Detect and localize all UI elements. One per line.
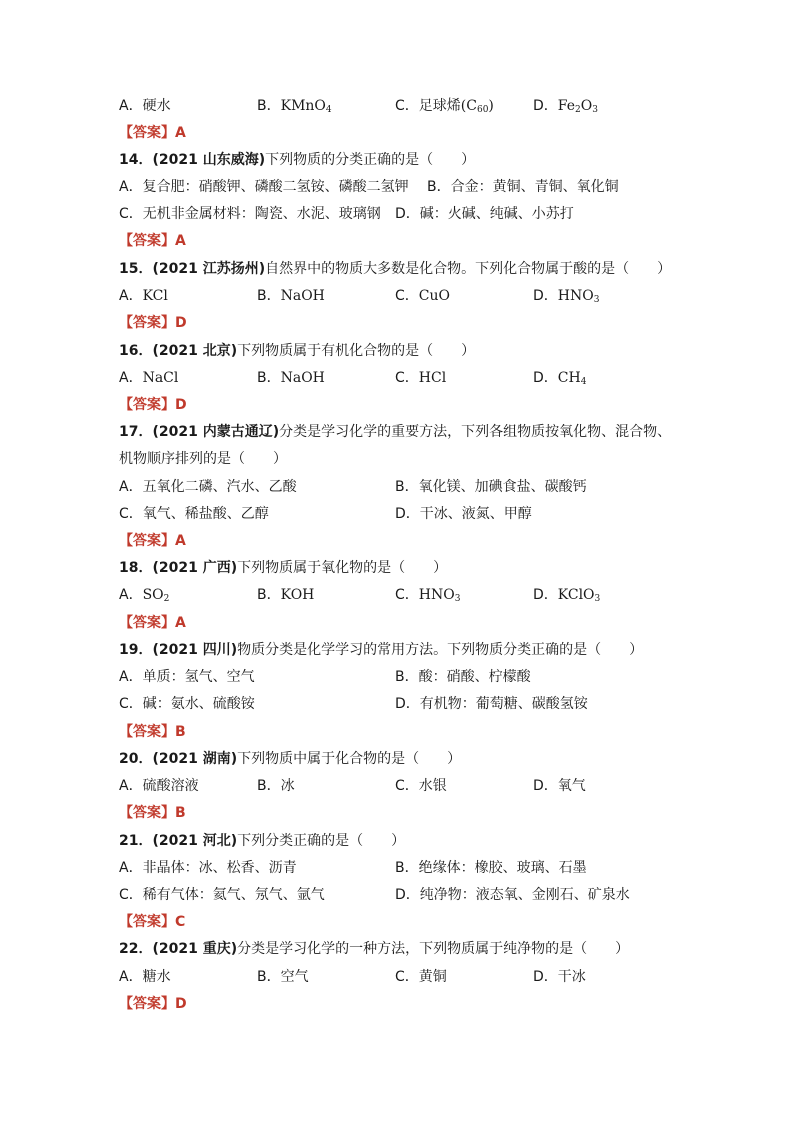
q19-answer xyxy=(119,721,186,743)
question-number: 22． xyxy=(119,941,153,957)
question-number: 21． xyxy=(119,833,153,849)
q17-option-b xyxy=(395,476,587,498)
option-label: A． xyxy=(119,669,143,685)
question-stem: 分类是学习化学的一种方法，下列物质属于纯净物的是（ ） xyxy=(237,941,630,957)
option-text: 氧气 xyxy=(557,778,586,794)
q18-option-c xyxy=(395,584,460,606)
subscript: 4 xyxy=(325,105,332,115)
subscript: 3 xyxy=(593,295,600,305)
answer-value: C xyxy=(175,914,186,930)
option-text: HCl xyxy=(418,370,447,386)
option-text: 氧化镁、加碘食盐、碳酸钙 xyxy=(418,479,587,495)
q19-stem xyxy=(119,639,643,661)
option-label: D． xyxy=(395,696,420,712)
option-text: KOH xyxy=(280,587,315,603)
q15-answer xyxy=(119,312,187,334)
option-text: KClO xyxy=(557,587,595,603)
answer-value: A xyxy=(175,125,186,141)
option-text: NaOH xyxy=(280,370,325,386)
subscript: 3 xyxy=(594,594,601,604)
option-text: CuO xyxy=(418,288,450,304)
option-text: Fe xyxy=(557,98,576,114)
option-text-suffix: ) xyxy=(488,98,494,114)
option-text: CH xyxy=(557,370,581,386)
option-label: A． xyxy=(119,778,143,794)
q14-option-d xyxy=(395,203,574,225)
q13-answer xyxy=(119,122,186,144)
answer-value: B xyxy=(175,724,186,740)
q18-option-b xyxy=(257,584,314,606)
option-label: A． xyxy=(119,370,143,386)
answer-value: D xyxy=(175,397,187,413)
option-text: KMnO xyxy=(280,98,326,114)
q17-stem xyxy=(119,421,671,443)
option-label: D． xyxy=(395,887,420,903)
question-stem: 分类是学习化学的重要方法，下列各组物质按氧化物、混合物、 xyxy=(279,424,672,440)
answer-value: B xyxy=(175,805,186,821)
question-source: (2021 广西) xyxy=(152,560,238,576)
option-label: A． xyxy=(119,969,143,985)
q17-option-a xyxy=(119,476,297,498)
subscript: 4 xyxy=(580,377,587,387)
q18-stem xyxy=(119,557,447,579)
option-label: C． xyxy=(119,887,143,903)
option-label: B． xyxy=(395,860,419,876)
q13-option-d xyxy=(533,95,598,117)
q14-option-b xyxy=(427,176,619,198)
option-text: 冰 xyxy=(280,778,295,794)
option-label: D． xyxy=(533,288,558,304)
answer-tag: 【答案】 xyxy=(119,315,175,331)
option-label: A． xyxy=(119,179,143,195)
option-text: HNO xyxy=(557,288,594,304)
answer-value: A xyxy=(175,533,186,549)
option-label: C． xyxy=(119,506,143,522)
question-number: 19． xyxy=(119,642,153,658)
option-text: 绝缘体：橡胶、玻璃、石墨 xyxy=(418,860,587,876)
option-label: B． xyxy=(257,370,281,386)
question-source: (2021 北京) xyxy=(152,343,238,359)
question-source: (2021 湖南) xyxy=(152,751,238,767)
question-source: (2021 内蒙古通辽) xyxy=(152,424,280,440)
option-text: 碱：氨水、硫酸铵 xyxy=(142,696,255,712)
option-label: B． xyxy=(427,179,451,195)
q18-option-a xyxy=(119,584,169,606)
option-text: O xyxy=(580,98,593,114)
q15-option-c xyxy=(395,285,450,307)
q21-option-b xyxy=(395,857,587,879)
q21-answer xyxy=(119,911,185,933)
option-text: 稀有气体：氦气、氖气、氩气 xyxy=(142,887,325,903)
q22-answer xyxy=(119,993,187,1015)
answer-tag: 【答案】 xyxy=(119,125,175,141)
q22-option-a xyxy=(119,966,171,988)
option-text: KCl xyxy=(142,288,168,304)
question-number: 17． xyxy=(119,424,153,440)
answer-value: D xyxy=(175,315,187,331)
q14-option-c xyxy=(119,203,381,225)
option-label: D． xyxy=(395,506,420,522)
answer-tag: 【答案】 xyxy=(119,397,175,413)
question-number: 20． xyxy=(119,751,153,767)
answer-value: A xyxy=(175,233,186,249)
option-label: D． xyxy=(395,206,420,222)
subscript: 3 xyxy=(592,105,598,115)
q15-option-a xyxy=(119,285,168,307)
option-label: C． xyxy=(395,98,419,114)
answer-tag: 【答案】 xyxy=(119,805,175,821)
q20-option-a xyxy=(119,775,199,797)
option-label: C． xyxy=(119,206,143,222)
option-text: 无机非金属材料：陶瓷、水泥、玻璃钢 xyxy=(142,206,381,222)
q19-option-c xyxy=(119,693,255,715)
option-label: D． xyxy=(533,98,558,114)
q15-stem xyxy=(119,258,671,280)
q20-option-d xyxy=(533,775,586,797)
question-stem: 下列分类正确的是（ ） xyxy=(237,833,406,849)
q17-option-d xyxy=(395,503,532,525)
subscript: 60 xyxy=(476,105,489,115)
question-stem: 物质分类是化学学习的常用方法。下列物质分类正确的是（ ） xyxy=(237,642,644,658)
q22-option-d xyxy=(533,966,586,988)
option-label: D． xyxy=(533,778,558,794)
option-label: C． xyxy=(395,969,419,985)
option-label: C． xyxy=(395,288,419,304)
option-text: 黄铜 xyxy=(418,969,447,985)
option-label: B． xyxy=(395,479,419,495)
q13-option-b xyxy=(257,95,332,117)
option-text: 空气 xyxy=(280,969,309,985)
answer-tag: 【答案】 xyxy=(119,533,175,549)
question-stem: 下列物质属于氧化物的是（ ） xyxy=(237,560,448,576)
option-text: 非晶体：冰、松香、沥青 xyxy=(142,860,297,876)
q16-answer xyxy=(119,394,187,416)
option-label: B． xyxy=(395,669,419,685)
q22-option-c xyxy=(395,966,447,988)
q22-stem xyxy=(119,938,629,960)
option-label: B． xyxy=(257,778,281,794)
option-text: 有机物：葡萄糖、碳酸氢铵 xyxy=(419,696,588,712)
q17-answer xyxy=(119,530,186,552)
option-text: 干冰、液氮、甲醇 xyxy=(419,506,532,522)
option-text: 五氧化二磷、汽水、乙酸 xyxy=(142,479,297,495)
answer-value: A xyxy=(175,615,186,631)
question-stem: 下列物质中属于化合物的是（ ） xyxy=(237,751,462,767)
option-text: 硬水 xyxy=(142,98,171,114)
option-label: B． xyxy=(257,288,281,304)
q14-option-a xyxy=(119,176,409,198)
q15-option-d xyxy=(533,285,599,307)
subscript: 2 xyxy=(163,594,170,604)
q13-option-c xyxy=(395,95,494,117)
option-text: 复合肥：硝酸钾、磷酸二氢铵、磷酸二氢钾 xyxy=(142,179,409,195)
q19-option-d xyxy=(395,693,588,715)
option-text: 氧气、稀盐酸、乙醇 xyxy=(142,506,269,522)
q18-answer xyxy=(119,612,186,634)
q16-option-a xyxy=(119,367,178,389)
q14-stem xyxy=(119,149,475,171)
q20-stem xyxy=(119,748,461,770)
answer-tag: 【答案】 xyxy=(119,615,175,631)
option-text: HNO xyxy=(418,587,455,603)
q21-option-a xyxy=(119,857,297,879)
option-text: 干冰 xyxy=(557,969,586,985)
option-label: D． xyxy=(533,587,558,603)
option-label: A． xyxy=(119,587,143,603)
q21-option-c xyxy=(119,884,325,906)
option-label: B． xyxy=(257,969,281,985)
option-label: A． xyxy=(119,479,143,495)
option-text: SO xyxy=(142,587,164,603)
q16-option-c xyxy=(395,367,446,389)
option-label: B． xyxy=(257,587,281,603)
option-text: 合金：黄铜、青铜、氧化铜 xyxy=(450,179,619,195)
option-label: D． xyxy=(533,370,558,386)
q13-option-a xyxy=(119,95,171,117)
question-number: 16． xyxy=(119,343,153,359)
question-number: 14． xyxy=(119,152,153,168)
question-stem: 下列物质属于有机化合物的是（ ） xyxy=(237,343,476,359)
q22-option-b xyxy=(257,966,309,988)
option-label: A． xyxy=(119,860,143,876)
option-text: 单质：氢气、空气 xyxy=(142,669,255,685)
answer-value: D xyxy=(175,996,187,1012)
option-label: A． xyxy=(119,288,143,304)
option-text: 碱：火碱、纯碱、小苏打 xyxy=(419,206,574,222)
option-label: A． xyxy=(119,98,143,114)
subscript: 3 xyxy=(454,594,461,604)
option-text: NaCl xyxy=(142,370,179,386)
q19-option-b xyxy=(395,666,531,688)
question-number: 18． xyxy=(119,560,153,576)
q16-option-d xyxy=(533,367,586,389)
option-text: 硫酸溶液 xyxy=(142,778,199,794)
q15-option-b xyxy=(257,285,325,307)
q20-answer xyxy=(119,802,186,824)
question-stem: 机物顺序排列的是（ ） xyxy=(119,451,287,467)
option-text: 水银 xyxy=(418,778,447,794)
question-source: (2021 河北) xyxy=(152,833,238,849)
option-text: 酸：硝酸、柠檬酸 xyxy=(418,669,531,685)
option-label: C． xyxy=(119,696,143,712)
option-label: C． xyxy=(395,370,419,386)
q20-option-b xyxy=(257,775,295,797)
q18-option-d xyxy=(533,584,600,606)
q16-stem xyxy=(119,340,475,362)
question-stem: 自然界中的物质大多数是化合物。下列化合物属于酸的是（ ） xyxy=(265,261,672,277)
question-source: (2021 重庆) xyxy=(152,941,238,957)
option-text: 足球烯(C xyxy=(418,98,477,114)
q20-option-c xyxy=(395,775,447,797)
question-number: 15． xyxy=(119,261,153,277)
q17-stem-continued xyxy=(119,448,287,470)
q21-option-d xyxy=(395,884,630,906)
answer-tag: 【答案】 xyxy=(119,914,175,930)
question-source: (2021 江苏扬州) xyxy=(152,261,266,277)
subscript: 2 xyxy=(575,105,581,115)
option-label: C． xyxy=(395,778,419,794)
option-label: B． xyxy=(257,98,281,114)
answer-tag: 【答案】 xyxy=(119,996,175,1012)
option-label: C． xyxy=(395,587,419,603)
q21-stem xyxy=(119,830,405,852)
option-text: NaOH xyxy=(280,288,325,304)
option-text: 纯净物：液态氧、金刚石、矿泉水 xyxy=(419,887,630,903)
answer-tag: 【答案】 xyxy=(119,724,175,740)
q17-option-c xyxy=(119,503,269,525)
option-label: D． xyxy=(533,969,558,985)
q16-option-b xyxy=(257,367,325,389)
q19-option-a xyxy=(119,666,255,688)
question-source: (2021 山东威海) xyxy=(152,152,266,168)
question-stem: 下列物质的分类正确的是（ ） xyxy=(265,152,476,168)
question-source: (2021 四川) xyxy=(152,642,238,658)
q14-answer xyxy=(119,230,186,252)
answer-tag: 【答案】 xyxy=(119,233,175,249)
option-text: 糖水 xyxy=(142,969,171,985)
